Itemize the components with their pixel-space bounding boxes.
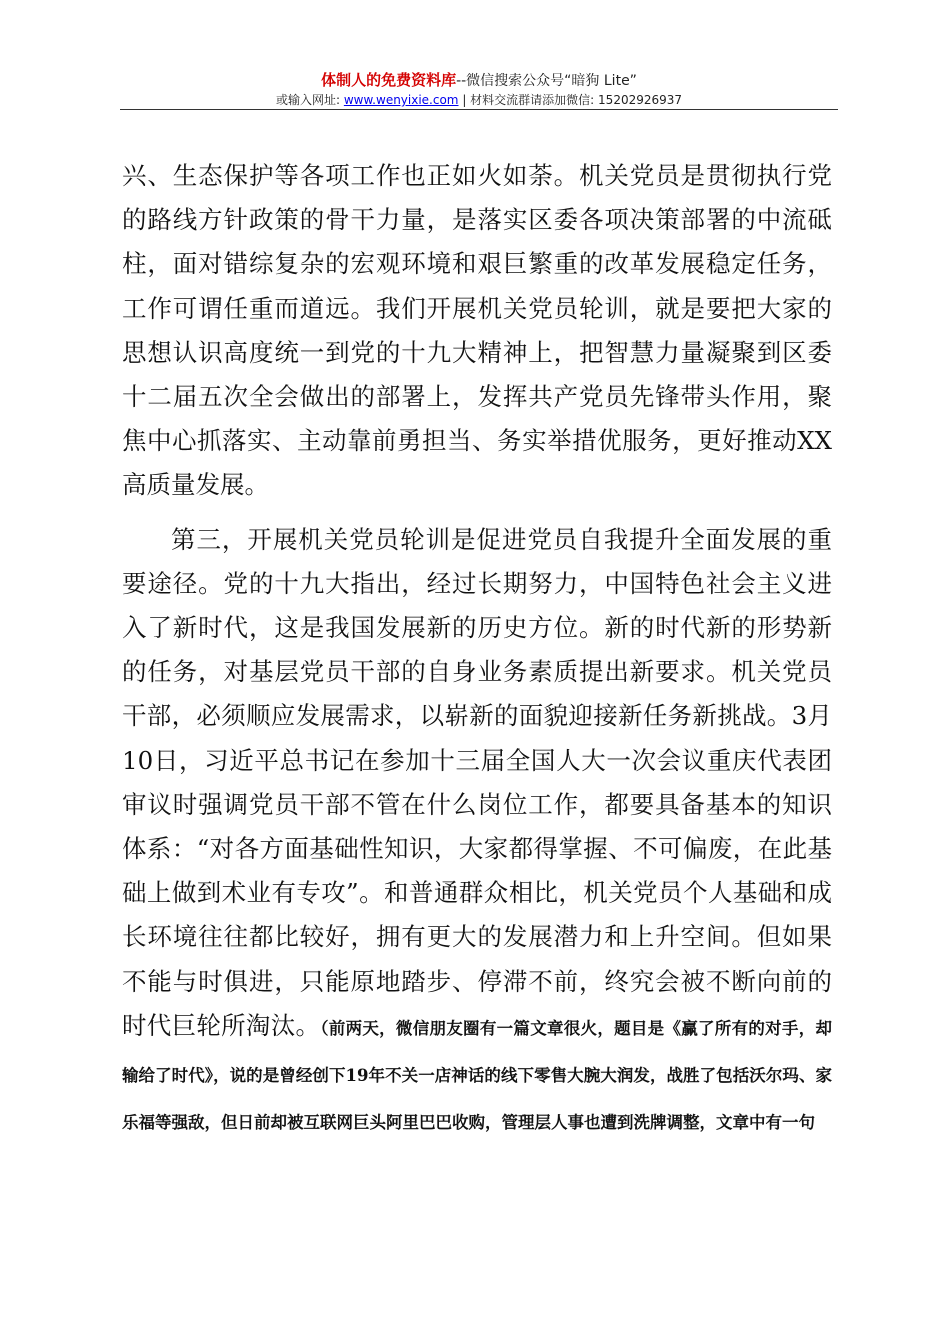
header-title: 体制人的免费资料库 xyxy=(321,71,457,89)
header-line-2 xyxy=(120,91,838,109)
page-header xyxy=(120,70,838,109)
paragraph-2-text: 第三，开展机关党员轮训是促进党员自我提升全面发展的重要途径。党的十九大指出，经过长期努力，中国特色社会主义进入了新时代，这是我国发展新的历史方位。新的时代新的形势新的任务，对基层党员干部的自身业务素质提出新要求。机关党员干部，必须顺应发展需求，以崭新的面貌迎接新任务新挑战。3月10日，习近平总书记在参加十三届全国人大一次会议重庆代表团审议时强调党员干部不管在什么岗位工作，都要具备基本的知识体系：“对各方面基础性知识，大家都得掌握、不可偏废，在此基础上做到术业有专攻”。和普通群众相比，机关党员个人基础和成长环境往往都比较好，拥有更大的发展潜力和上升空间。但如果不能与时俱进，只能原地踏步、停滞不前，终究会被不断向前的时代巨轮所淘汰。 xyxy=(122,524,832,1040)
header-subtitle: --微信搜索公众号“暗狗 Lite” xyxy=(456,73,637,89)
header-url-prefix: 或输入网址: xyxy=(275,93,341,107)
paragraph-1: 兴、生态保护等各项工作也正如火如荼。机关党员是贯彻执行党的路线方针政策的骨干力量，是落实区委各项决策部署的中流砥柱，面对错综复杂的宏观环境和艰巨繁重的改革发展稳定任务，工作可谓任重而道远。我们开展机关党员轮训，就是要把大家的思想认识高度统一到党的十九大精神上，把智慧力量凝聚到区委十二届五次全会做出的部署上，发挥共产党员先锋带头作用，聚焦中心抓落实、主动靠前勇担当、务实举措优服务，更好推动XX高质量发展。 xyxy=(122,161,832,500)
header-contact: | 材料交流群请添加微信: 15202926937 xyxy=(462,93,683,107)
paragraph-2-note: （前两天，微信朋友圈有一篇文章很火，题目是《赢了所有的对手，却输给了时代》，说的是曾经创下19年不关一店神话的线下零售大腕大润发，战胜了包括沃尔玛、家乐福等强敌，但日前却被互联网巨头阿里巴巴收购，管理层人事也遭到洗牌调整，文章中有一句 xyxy=(122,1018,833,1133)
header-line-1 xyxy=(120,70,838,91)
document-body xyxy=(122,154,832,1145)
header-divider xyxy=(120,109,838,110)
header-url-link[interactable]: www.wenyixie.com xyxy=(343,93,459,107)
paragraph-2 xyxy=(122,518,832,1146)
